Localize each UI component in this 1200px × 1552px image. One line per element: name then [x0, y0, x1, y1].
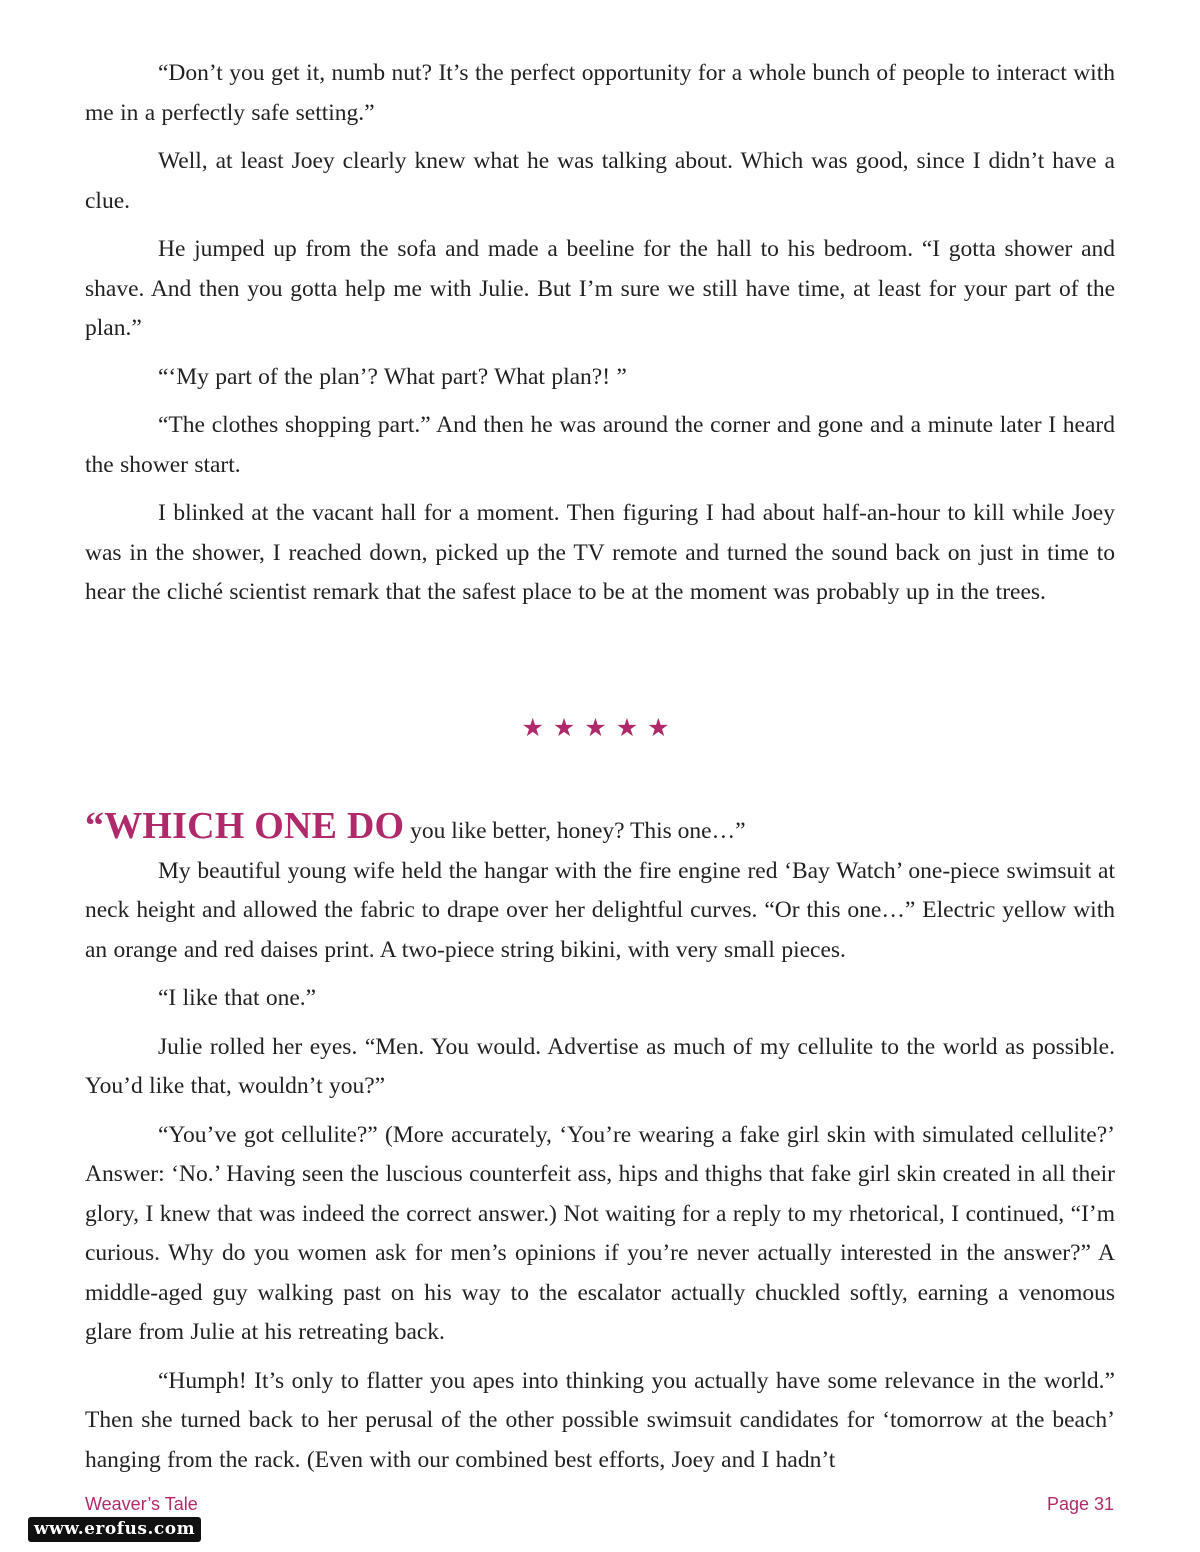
- chapter-lead-words: “WHICH ONE DO: [85, 805, 405, 847]
- section-two: [85, 807, 1115, 1480]
- section-one: [85, 54, 1115, 613]
- paragraph: He jumped up from the sofa and made a beeline for the hall to his bedroom. “I gotta shower and shave. And then you gotta help me with Julie. But I’m sure we still have time, at least for your part of the plan.”: [85, 236, 1115, 341]
- footer-book-title: Weaver’s Tale: [85, 1494, 198, 1514]
- watermark: www.erofus.com: [28, 1517, 201, 1542]
- paragraph: “I like that one.”: [158, 985, 317, 1011]
- paragraph: I blinked at the vacant hall for a moment. Then figuring I had about half-an-hour to kill while Joey was in the shower, I reached down, picked up the TV remote and turned the sound back on just in time to hear the cliché scientist remark that the safest place to be at the moment was probably up in the trees.: [85, 500, 1115, 605]
- paragraph: “Don’t you get it, numb nut? It’s the perfect opportunity for a whole bunch of people to interact with me in a perfectly safe setting.”: [85, 60, 1115, 126]
- chapter-opening-line: [85, 807, 1115, 852]
- paragraph: Well, at least Joey clearly knew what he was talking about. Which was good, since I didn’t have a clue.: [85, 148, 1115, 214]
- paragraph: My beautiful young wife held the hangar with the fire engine red ‘Bay Watch’ one-piece swimsuit at neck height and allowed the fabric to drape over her delightful curves. “Or this one…” Electric yellow with an orange and red daises print. A two-piece string bikini, with very small pieces.: [85, 857, 1115, 963]
- paragraph: Julie rolled her eyes. “Men. You would. Advertise as much of my cellulite to the world as possible. You’d like that, wouldn’t you?”: [85, 1033, 1115, 1099]
- section-divider-stars: ★★★★★: [521, 713, 679, 742]
- paragraph: “Humph! It’s only to flatter you apes into thinking you actually have some relevance in the world.” Then she turned back to her perusal of the other possible swimsuit candidates for ‘tomorrow at the beach’ hanging from the rack. (Even with our combined best efforts, Joey and I hadn’t: [85, 1367, 1115, 1473]
- footer-page-number: Page 31: [1046, 1494, 1114, 1514]
- paragraph: “‘My part of the plan’? What part? What plan?! ”: [158, 363, 627, 390]
- chapter-lead-rest: you like better, honey? This one…”: [404, 818, 746, 844]
- paragraph: “You’ve got cellulite?” (More accurately, ‘You’re wearing a fake girl skin with simulated cellulite?’ Answer: ‘No.’ Having seen the luscious counterfeit ass, hips and thighs that fake girl skin created in all their glory, I knew that was indeed the correct answer.) Not waiting for a reply to my rhetorical, I continued, “I’m curious. Why do you women ask for men’s opinions if you’re never actually interested in the answer?” A middle-aged guy walking past on his way to the escalator actually chuckled softly, earning a venomous glare from Julie at his retreating back.: [85, 1121, 1115, 1345]
- paragraph: “The clothes shopping part.” And then he was around the corner and gone and a minute later I heard the shower start.: [85, 412, 1115, 478]
